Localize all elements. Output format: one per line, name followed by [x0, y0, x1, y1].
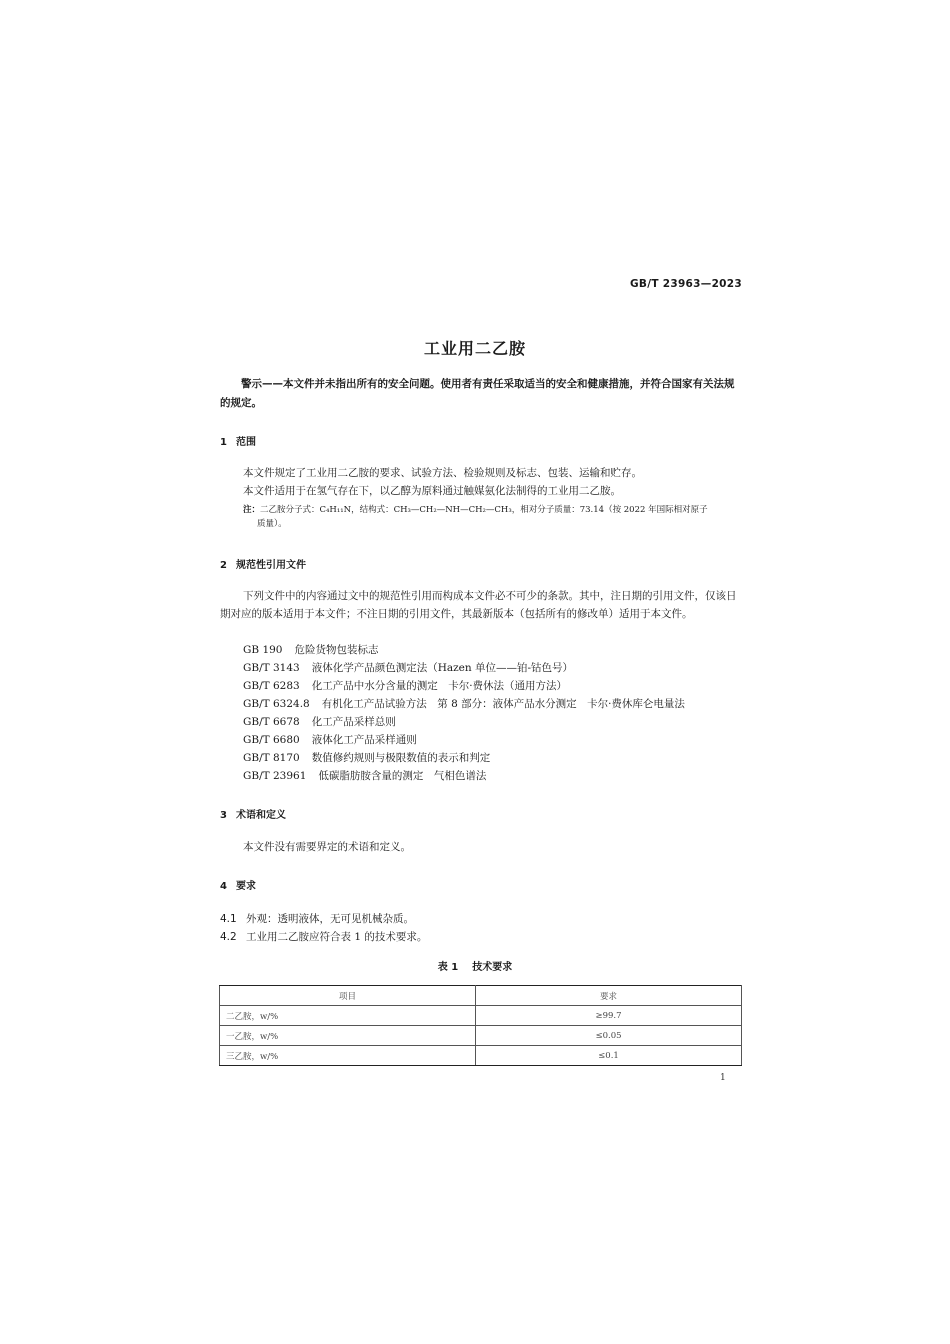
- table-cell-item: 二乙胺，w/%: [220, 1006, 476, 1026]
- table-row: [220, 1026, 742, 1046]
- section-number: 1: [220, 437, 227, 448]
- reference-item: [243, 731, 685, 749]
- document-title: 工业用二乙胺: [423, 339, 526, 358]
- safety-warning: 警示——本文件并未指出所有的安全问题。使用者有责任采取适当的安全和健康措施，并符合国家有关法规的规定。: [220, 378, 735, 409]
- reference-title: 有机化工产品试验方法 第 8 部分：液体产品水分测定 卡尔·费休库仑电量法: [321, 698, 685, 710]
- section-number: 4: [220, 881, 227, 892]
- reference-title: 化工产品采样总则: [311, 716, 396, 728]
- note-label: 注：: [243, 505, 261, 515]
- reference-item: [243, 767, 685, 785]
- reference-code: GB/T 6283: [243, 680, 300, 692]
- table-cell-item: 一乙胺，w/%: [220, 1026, 476, 1046]
- note-line-1: 二乙胺分子式：C₄H₁₁N，结构式：CH₃—CH₂—NH—CH₂—CH₃，相对分子质量：73.14（按 2022 年国际相对原子: [260, 505, 708, 515]
- reference-list: [243, 641, 685, 785]
- table-cell-value: ≤0.05: [476, 1026, 742, 1046]
- reference-code: GB/T 6324.8: [243, 698, 310, 710]
- reference-code: GB/T 3143: [243, 662, 300, 674]
- table-header-row: [220, 986, 742, 1006]
- table-cell-value: ≤0.1: [476, 1046, 742, 1066]
- note-line-2: 质量）。: [257, 519, 287, 529]
- reference-item: [243, 641, 685, 659]
- standard-number: GB/T 23963—2023: [629, 278, 742, 290]
- section-4-heading: [220, 877, 256, 892]
- reference-code: GB 190: [243, 644, 283, 656]
- reference-code: GB/T 6678: [243, 716, 300, 728]
- table-row: [220, 1006, 742, 1026]
- scope-paragraph-1: 本文件规定了工业用二乙胺的要求、试验方法、检验规则及标志、包装、运输和贮存。: [243, 467, 642, 479]
- clause-text: 工业用二乙胺应符合表 1 的技术要求。: [246, 931, 428, 943]
- reference-item: [243, 749, 685, 767]
- section-1-heading: [220, 433, 256, 448]
- clause-number: 4.2: [220, 931, 237, 943]
- clause-4-2: [220, 929, 427, 944]
- scope-paragraph-2: 本文件适用于在氢气存在下，以乙醇为原料通过触媒氨化法制得的工业用二乙胺。: [243, 485, 621, 497]
- table-caption: [0, 958, 950, 973]
- terms-paragraph: 本文件没有需要界定的术语和定义。: [243, 841, 411, 853]
- reference-code: GB/T 23961: [243, 770, 307, 782]
- table-title: 技术要求: [472, 962, 513, 973]
- section-title: 要求: [236, 881, 256, 892]
- reference-item: [243, 713, 685, 731]
- section-number: 2: [220, 560, 227, 571]
- section-title: 规范性引用文件: [236, 560, 306, 571]
- technical-requirements-table: [219, 985, 742, 1066]
- section-title: 术语和定义: [236, 810, 286, 821]
- clause-number: 4.1: [220, 913, 237, 925]
- column-header-requirement: 要求: [476, 986, 742, 1006]
- reference-title: 低碳脂肪胺含量的测定 气相色谱法: [318, 770, 487, 782]
- reference-title: 数值修约规则与极限数值的表示和判定: [311, 752, 491, 764]
- table-cell-item: 三乙胺，w/%: [220, 1046, 476, 1066]
- section-2-heading: [220, 556, 306, 571]
- section-number: 3: [220, 810, 227, 821]
- clause-4-1: [220, 911, 414, 926]
- table-number: 表 1: [437, 962, 459, 973]
- clause-text: 外观：透明液体，无可见机械杂质。: [246, 913, 414, 925]
- reference-title: 液体化工产品采样通则: [311, 734, 417, 746]
- table-cell-value: ≥99.7: [476, 1006, 742, 1026]
- reference-item: [243, 659, 685, 677]
- reference-code: GB/T 8170: [243, 752, 300, 764]
- reference-code: GB/T 6680: [243, 734, 300, 746]
- column-header-item: 项目: [220, 986, 476, 1006]
- references-intro: 下列文件中的内容通过文中的规范性引用而构成本文件必不可少的条款。其中，注日期的引用文件，仅该日期对应的版本适用于本文件；不注日期的引用文件，其最新版本（包括所有的修改单）适用于本文件。: [220, 590, 737, 620]
- reference-item: [243, 695, 685, 713]
- section-title: 范围: [236, 437, 256, 448]
- table-row: [220, 1046, 742, 1066]
- reference-title: 危险货物包装标志: [294, 644, 379, 656]
- section-3-heading: [220, 806, 286, 821]
- reference-item: [243, 677, 685, 695]
- scope-note: [243, 503, 742, 531]
- reference-title: 液体化学产品颜色测定法（Hazen 单位——铂-钴色号）: [311, 662, 574, 674]
- reference-title: 化工产品中水分含量的测定 卡尔·费休法（通用方法）: [311, 680, 568, 692]
- page-number: 1: [720, 1073, 726, 1083]
